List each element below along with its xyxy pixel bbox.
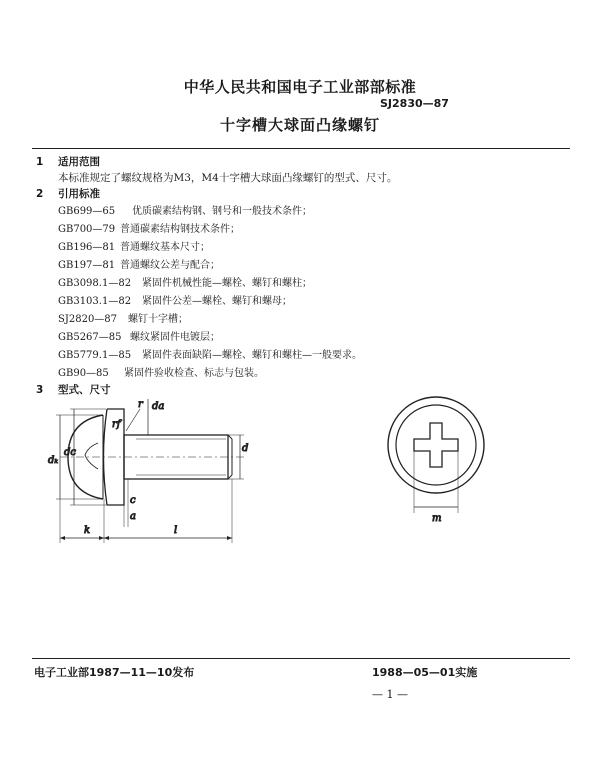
reference-code: GB5267—85 bbox=[58, 332, 122, 343]
reference-item bbox=[58, 274, 312, 289]
label-rf: rf bbox=[112, 419, 121, 430]
screw-drawing bbox=[40, 395, 560, 555]
label-c: c bbox=[130, 495, 136, 506]
label-m: m bbox=[432, 513, 442, 524]
reference-item bbox=[58, 310, 188, 325]
section-title: 适用范围 bbox=[58, 156, 100, 168]
section-number: 2 bbox=[36, 188, 44, 200]
reference-item bbox=[58, 328, 220, 343]
head-outer-circle bbox=[388, 397, 484, 493]
reference-code: GB3098.1—82 bbox=[58, 278, 132, 289]
reference-text: 紧固件验收检查、标志与包装。 bbox=[124, 368, 264, 379]
reference-text: 螺纹紧固件电镀层； bbox=[130, 332, 220, 343]
label-dk: dₖ bbox=[48, 455, 59, 466]
reference-item bbox=[58, 238, 210, 253]
reference-text: 紧固件机械性能—螺栓、螺钉和螺柱； bbox=[142, 278, 312, 289]
recess-outline bbox=[85, 443, 98, 469]
reference-code: GB699—65 bbox=[58, 206, 116, 217]
label-a: a bbox=[130, 511, 136, 522]
reference-text: 普通螺纹公差与配合； bbox=[120, 260, 220, 271]
reference-item bbox=[58, 256, 220, 271]
reference-text: 紧固件公差—螺栓、螺钉和螺母； bbox=[142, 296, 292, 307]
label-k: k bbox=[84, 525, 91, 536]
reference-text: 优质碳素结构钢、钢号和一般技术条件； bbox=[132, 206, 312, 217]
reference-code: SJ2820—87 bbox=[58, 314, 118, 325]
reference-code: GB3103.1—82 bbox=[58, 296, 132, 307]
label-r: r bbox=[138, 399, 143, 410]
head-inner-circle bbox=[396, 405, 476, 485]
reference-text: 紧固件表面缺陷—螺栓、螺钉和螺柱—一般要求。 bbox=[142, 350, 362, 361]
issue-date: 电子工业部1987—11—10发布 bbox=[34, 666, 195, 679]
leader-r bbox=[126, 409, 140, 431]
reference-item bbox=[58, 364, 264, 379]
label-dc: dc bbox=[64, 447, 77, 458]
section-number: 3 bbox=[36, 384, 44, 396]
issuing-organization: 中华人民共和国电子工业部部标准 bbox=[183, 78, 417, 96]
standard-code: SJ2830—87 bbox=[380, 97, 449, 110]
section-title: 型式、尺寸 bbox=[58, 384, 111, 396]
reference-code: GB5779.1—85 bbox=[58, 350, 132, 361]
effective-date: 1988—05—01实施 bbox=[372, 666, 478, 679]
reference-text: 普通螺纹基本尺寸； bbox=[120, 242, 210, 253]
reference-item bbox=[58, 202, 312, 217]
reference-item bbox=[58, 346, 362, 361]
reference-text: 普通碳素结构钢技术条件； bbox=[120, 224, 240, 235]
reference-code: GB196—81 bbox=[58, 242, 116, 253]
section-2-heading bbox=[36, 186, 100, 201]
reference-item bbox=[58, 220, 240, 235]
section-title: 引用标准 bbox=[58, 188, 100, 200]
reference-code: GB90—85 bbox=[58, 368, 109, 379]
label-l: l bbox=[174, 525, 178, 536]
document-title: 十字槽大球面凸缘螺钉 bbox=[219, 116, 380, 134]
section-number: 1 bbox=[36, 156, 44, 168]
reference-text: 螺钉十字槽； bbox=[128, 314, 188, 325]
section-1-body: 本标准规定了螺纹规格为M3，M4十字槽大球面凸缘螺钉的型式、尺寸。 bbox=[58, 172, 398, 184]
section-1-heading bbox=[36, 154, 100, 169]
footer-rule bbox=[32, 658, 570, 659]
label-da: da bbox=[152, 401, 165, 412]
page-number: — 1 — bbox=[372, 688, 408, 701]
reference-item bbox=[58, 292, 292, 307]
label-d: d bbox=[242, 443, 249, 454]
cross-recess-icon bbox=[414, 423, 458, 467]
reference-code: GB700—79 bbox=[58, 224, 116, 235]
reference-code: GB197—81 bbox=[58, 260, 116, 271]
header-rule bbox=[32, 148, 570, 149]
